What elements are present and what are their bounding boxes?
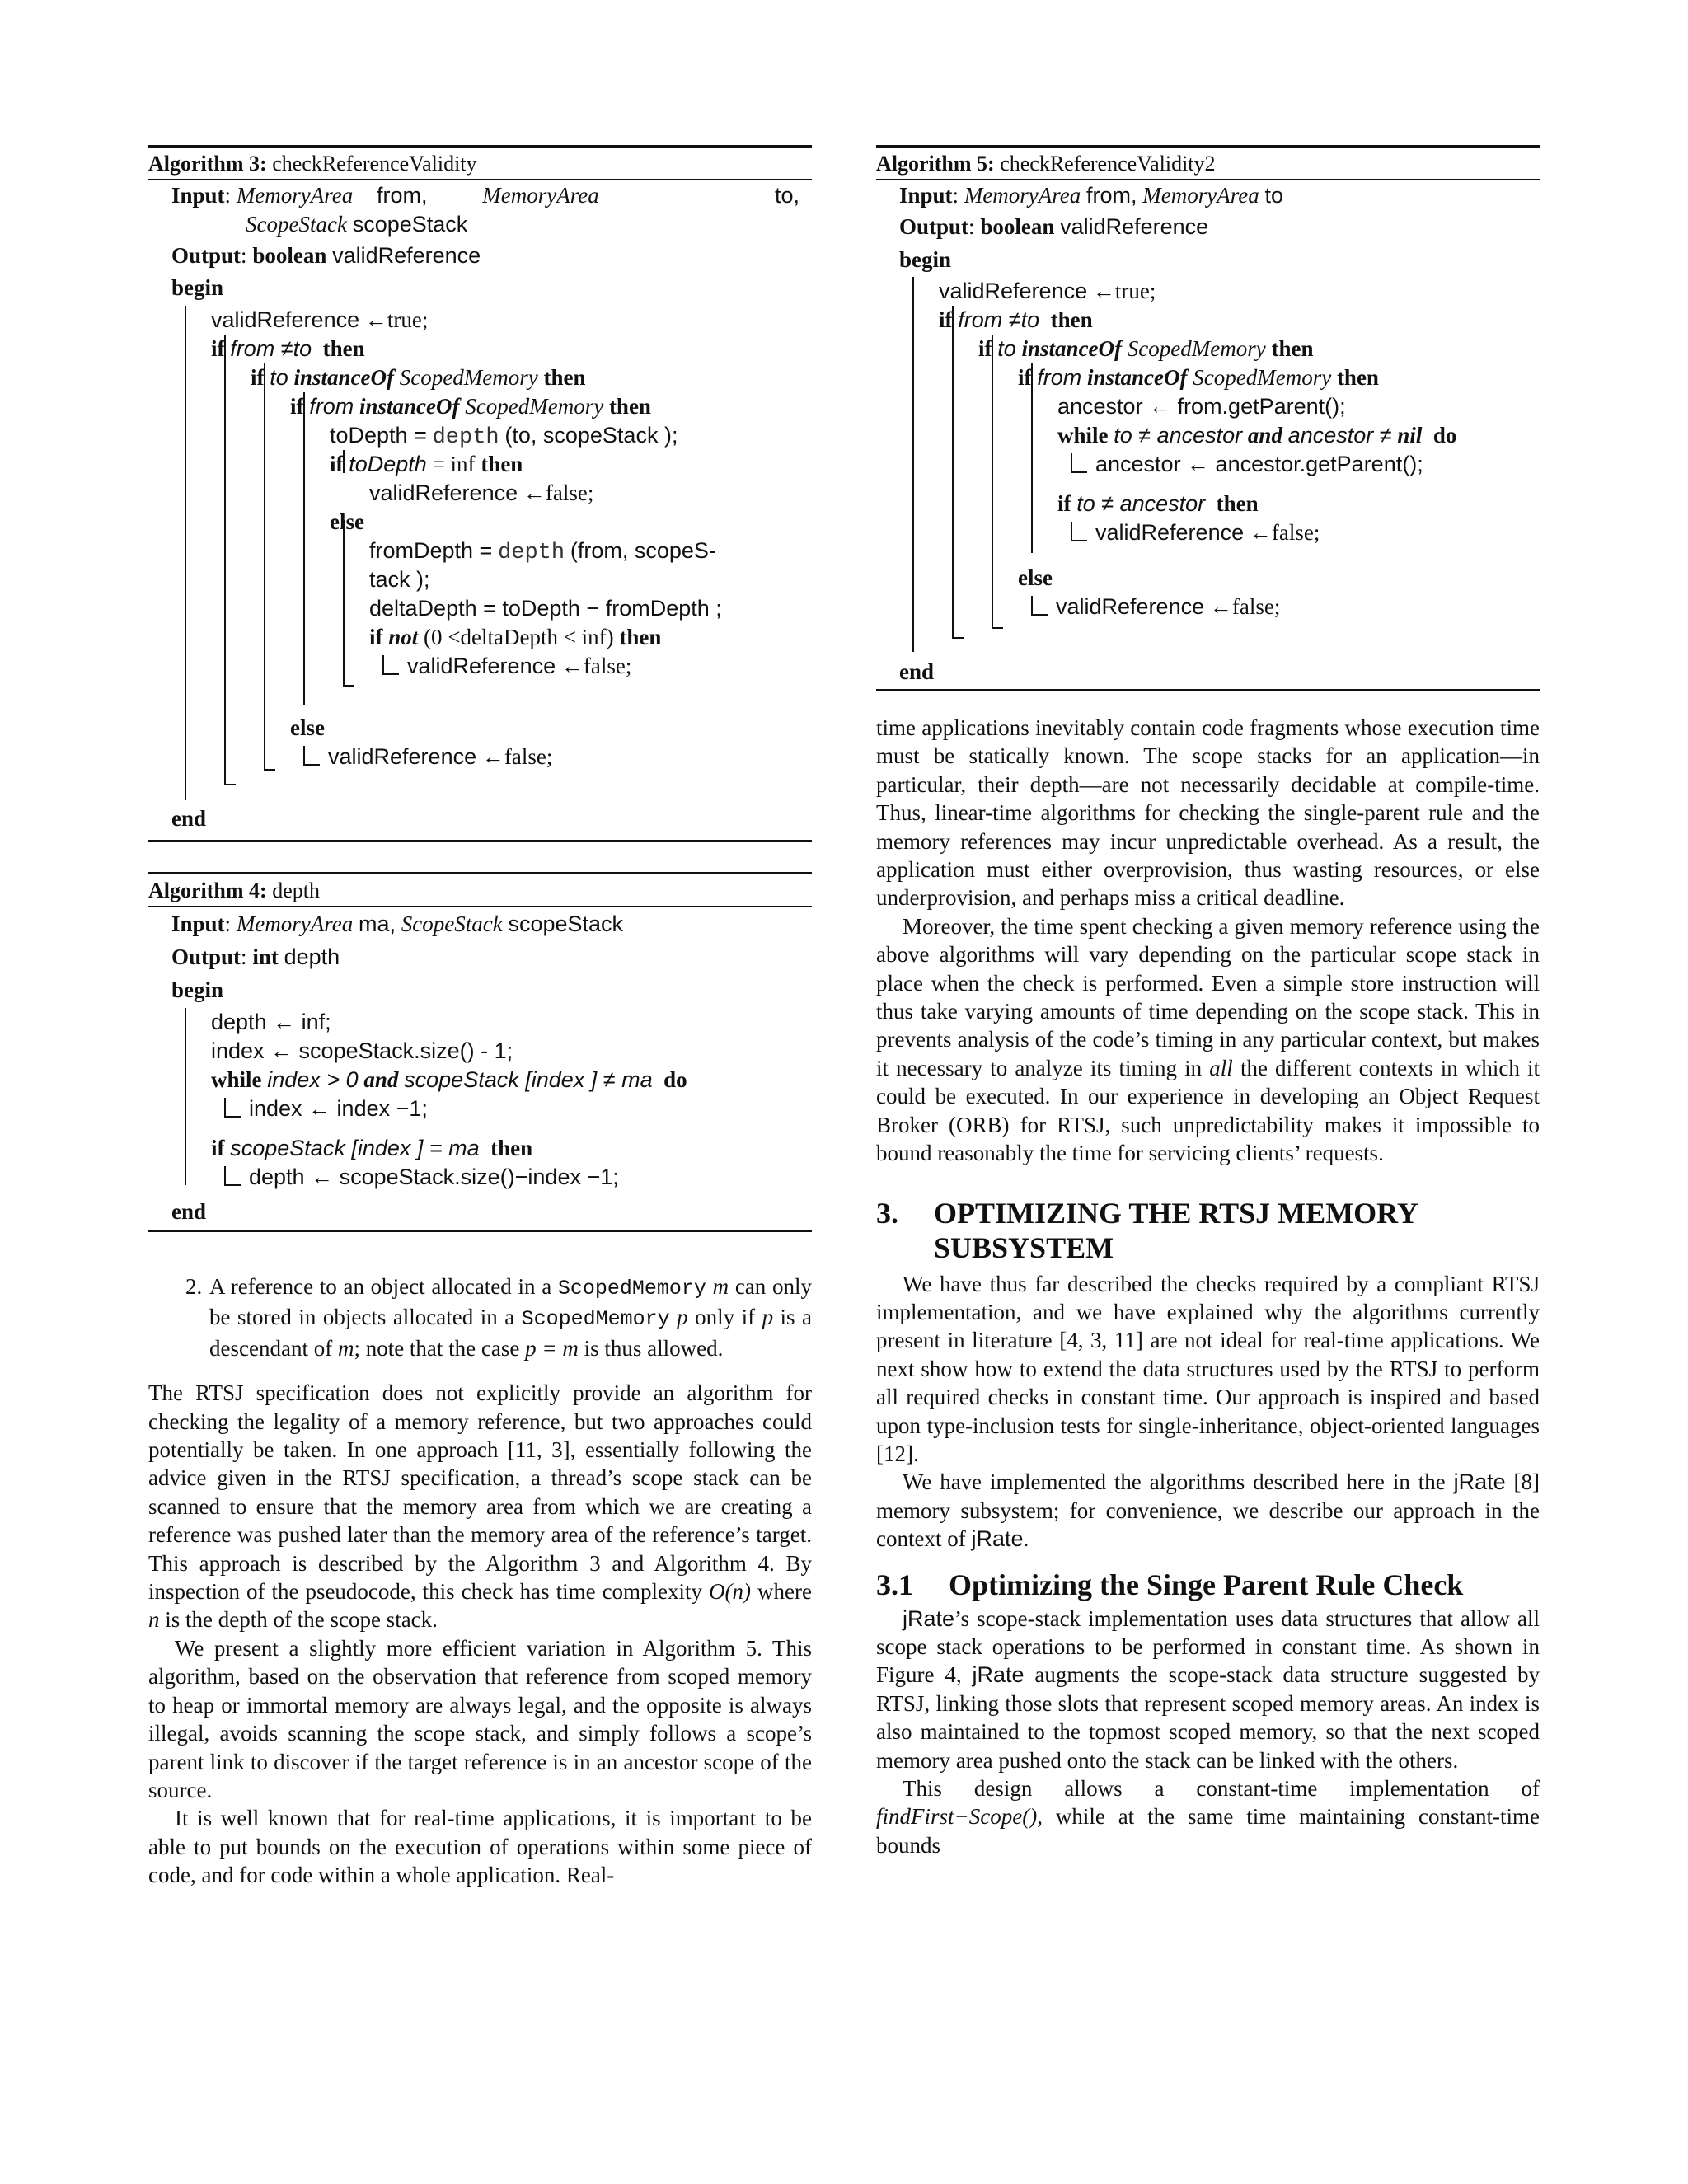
code-line: if to instanceOf ScopedMemory then: [978, 336, 1314, 361]
block-end: [992, 627, 1003, 629]
block-bar: [224, 335, 226, 784]
algorithm-4-title: Algorithm 4: depth: [148, 872, 812, 907]
paragraph: The RTSJ specification does not explicitly provide an algorithm for checking the legality of a memory reference, but two approaches could potentially be taken. In one approach [11, 3], essentially following the advice given in the RTSJ specification, a thread’s scope stack can be scanned to ensure that the memory area from which we are creating a reference was pushed later than the memory area of the reference’s target. This approach is described by the Algorithm 3 and Algorithm 4. By inspection of the pseudocode, this check has time complexity O(n) where n is the depth of the scope stack.: [148, 1380, 812, 1633]
block-bar: [185, 1008, 186, 1185]
code-line: tack );: [369, 567, 430, 592]
paragraph: jRate’s scope-stack implementation uses data structures that allow all scope stack operations to be performed in constant time. As shown in Figure 4, jRate augments the scope-stack data structure suggested by RTSJ, linking those slots that represent scoped memory areas. An index is also maintained to the topmost scoped memory, so that the next scoped memory area pushed onto the stack can be linked with the others.: [876, 1605, 1540, 1773]
code-line: if from ≠to then: [939, 307, 1093, 332]
code-line: while index > 0 and scopeStack [index ] ≠ ma do: [211, 1067, 687, 1092]
end-keyword: end: [171, 806, 207, 831]
algorithm-input-cont: ScopeStack scopeStack: [246, 212, 468, 237]
block-bar: [952, 306, 954, 637]
begin-keyword: begin: [171, 275, 224, 300]
paragraph: This design allows a constant-time implementation of findFirst−Scope(), while at the same time maintaining constant-time bounds: [876, 1776, 1540, 1858]
code-line: validReference ←true;: [211, 307, 429, 332]
block-end: [343, 685, 354, 687]
algorithm-3-box: [148, 145, 812, 842]
code-line: if to ≠ ancestor then: [1057, 491, 1259, 516]
right-column: [876, 145, 1540, 1859]
algorithm-output: Output: boolean validReference: [171, 243, 481, 268]
code-line: if from instanceOf ScopedMemory then: [290, 394, 651, 419]
subsection-heading: 3.1 Optimizing the Singe Parent Rule Check: [876, 1568, 1464, 1601]
code-line: validReference ←false;: [382, 652, 631, 681]
algorithm-bottom-rule: [148, 1230, 812, 1232]
code-line: fromDepth = depth (from, scopeS-: [369, 538, 716, 565]
paragraph: time applications inevitably contain code fragments whose execution time must be statically known. The scope stacks for an application—in particular, their depth—are not necessarily decidable at compile-time. Thus, linear-time algorithms for checking the single-parent rule and the memory references may incur unpredictable overhead. As a result, the application must either overprovision, thus wasting resources, or else underprovision, and perhaps miss a critical deadline.: [876, 715, 1540, 911]
algorithm-name: checkReferenceValidity: [272, 152, 477, 176]
paragraph: We have implemented the algorithms described here in the jRate [8] memory subsystem; for convenience, we describe our approach in the context of jRate.: [876, 1469, 1540, 1552]
begin-keyword: begin: [899, 247, 952, 272]
algorithm-label: Algorithm 3:: [148, 152, 267, 176]
paragraph: It is well known that for real-time applications, it is important to be able to put bounds on the execution of operations within some piece of code, and for code within a whole application. Real-: [148, 1806, 812, 1888]
algorithm-5-title: Algorithm 5: checkReferenceValidity2: [876, 145, 1540, 180]
algorithm-input: Input: MemoryArea from, MemoryArea to,: [171, 183, 799, 208]
algorithm-bottom-rule: [876, 689, 1540, 691]
block-bar: [303, 392, 305, 705]
left-column: [148, 145, 812, 1890]
code-line: while to ≠ ancestor and ancestor ≠ nil do: [1057, 423, 1457, 448]
paragraph: We have thus far described the checks required by a compliant RTSJ implementation, and we have explained why the algorithms currently present in literature [4, 3, 11] are not ideal for real-time applications. We next show how to extend the data structures used by the RTSJ to perform all required checks in constant time. Our approach is inspired and based upon type-inclusion tests for single-inheritance, object-oriented languages [12].: [876, 1271, 1540, 1466]
code-line: ancestor ← ancestor.getParent();: [1071, 450, 1423, 479]
code-line: if not (0 <deltaDepth < inf) then: [369, 625, 662, 649]
code-line: depth ← scopeStack.size()−index −1;: [224, 1163, 619, 1192]
else-keyword: else: [330, 509, 364, 534]
code-line: ancestor ← from.getParent();: [1057, 394, 1346, 419]
code-line: validReference ←false;: [1071, 518, 1320, 547]
list-item: 2. A reference to an object allocated in a ScopedMemory m can only be stored in objects allocated in a ScopedMemory p only if p is a descendant of m; note that the case p = m is thus allowed.: [185, 1274, 812, 1361]
block-bar: [185, 306, 186, 800]
algorithm-output: Output: boolean validReference: [899, 214, 1209, 239]
code-line: if to instanceOf ScopedMemory then: [251, 365, 586, 390]
block-end: [224, 784, 236, 785]
else-keyword: else: [290, 715, 325, 740]
algorithm-5-box: [876, 145, 1540, 696]
algorithm-output: Output: int depth: [171, 944, 340, 969]
code-line: if toDepth = inf then: [330, 452, 523, 476]
else-keyword: else: [1018, 565, 1053, 590]
block-end: [952, 637, 964, 639]
code-line: validReference ←false;: [1031, 593, 1280, 621]
algorithm-bottom-rule: [148, 840, 812, 842]
code-line: if from ≠to then: [211, 336, 365, 361]
code-line: validReference ←false;: [369, 480, 594, 505]
end-keyword: end: [899, 659, 935, 684]
algorithm-input: Input: MemoryArea from, MemoryArea to: [899, 183, 1284, 208]
code-line: toDepth = depth (to, scopeStack );: [330, 423, 678, 450]
algorithm-3-title: [148, 145, 812, 180]
code-line: deltaDepth = toDepth − fromDepth ;: [369, 596, 722, 621]
block-bar: [343, 520, 345, 685]
end-keyword: end: [171, 1199, 207, 1224]
code-line: validReference ←false;: [303, 743, 552, 771]
block-bar: [264, 363, 265, 769]
code-line: index ← scopeStack.size() - 1;: [211, 1038, 513, 1063]
begin-keyword: begin: [171, 977, 224, 1002]
paragraph: We present a slightly more efficient variation in Algorithm 5. This algorithm, based on the observation that reference from scoped memory to heap or immortal memory are always legal, and the opposite is always illegal, avoids scanning the scope stack, and simply follows a scope’s parent link to discover if the target reference is in an ancestor scope of the source.: [148, 1635, 812, 1802]
algorithm-4-box: [148, 872, 812, 1240]
paragraph: Moreover, the time spent checking a given memory reference using the above algorithms will vary depending on the particular scope stack in place when the check is performed. Even a simple store instruction will thus take varying amounts of time depending on the scope stack. This in prevents analysis of the code’s timing in any particular context, but makes it necessary to analyze its timing in all the different contexts in which it could be executed. In our experience in developing an Object Request Broker (ORB) for RTSJ, such unpredictability makes it impossible to bound reasonably the time for servicing clients’ requests.: [876, 913, 1540, 1166]
algorithm-input: Input: MemoryArea ma, ScopeStack scopeStack: [171, 912, 624, 936]
code-line: if from instanceOf ScopedMemory then: [1018, 365, 1379, 390]
code-line: if scopeStack [index ] = ma then: [211, 1136, 533, 1160]
block-bar: [912, 277, 914, 652]
code-line: depth ← inf;: [211, 1010, 331, 1034]
block-end: [264, 769, 275, 771]
block-bar: [992, 335, 993, 627]
code-line: validReference ←true;: [939, 279, 1156, 303]
section-heading: 3. OPTIMIZING THE RTSJ MEMORY SUBSYSTEM: [876, 1196, 1418, 1264]
code-line: index ← index −1;: [224, 1094, 428, 1123]
